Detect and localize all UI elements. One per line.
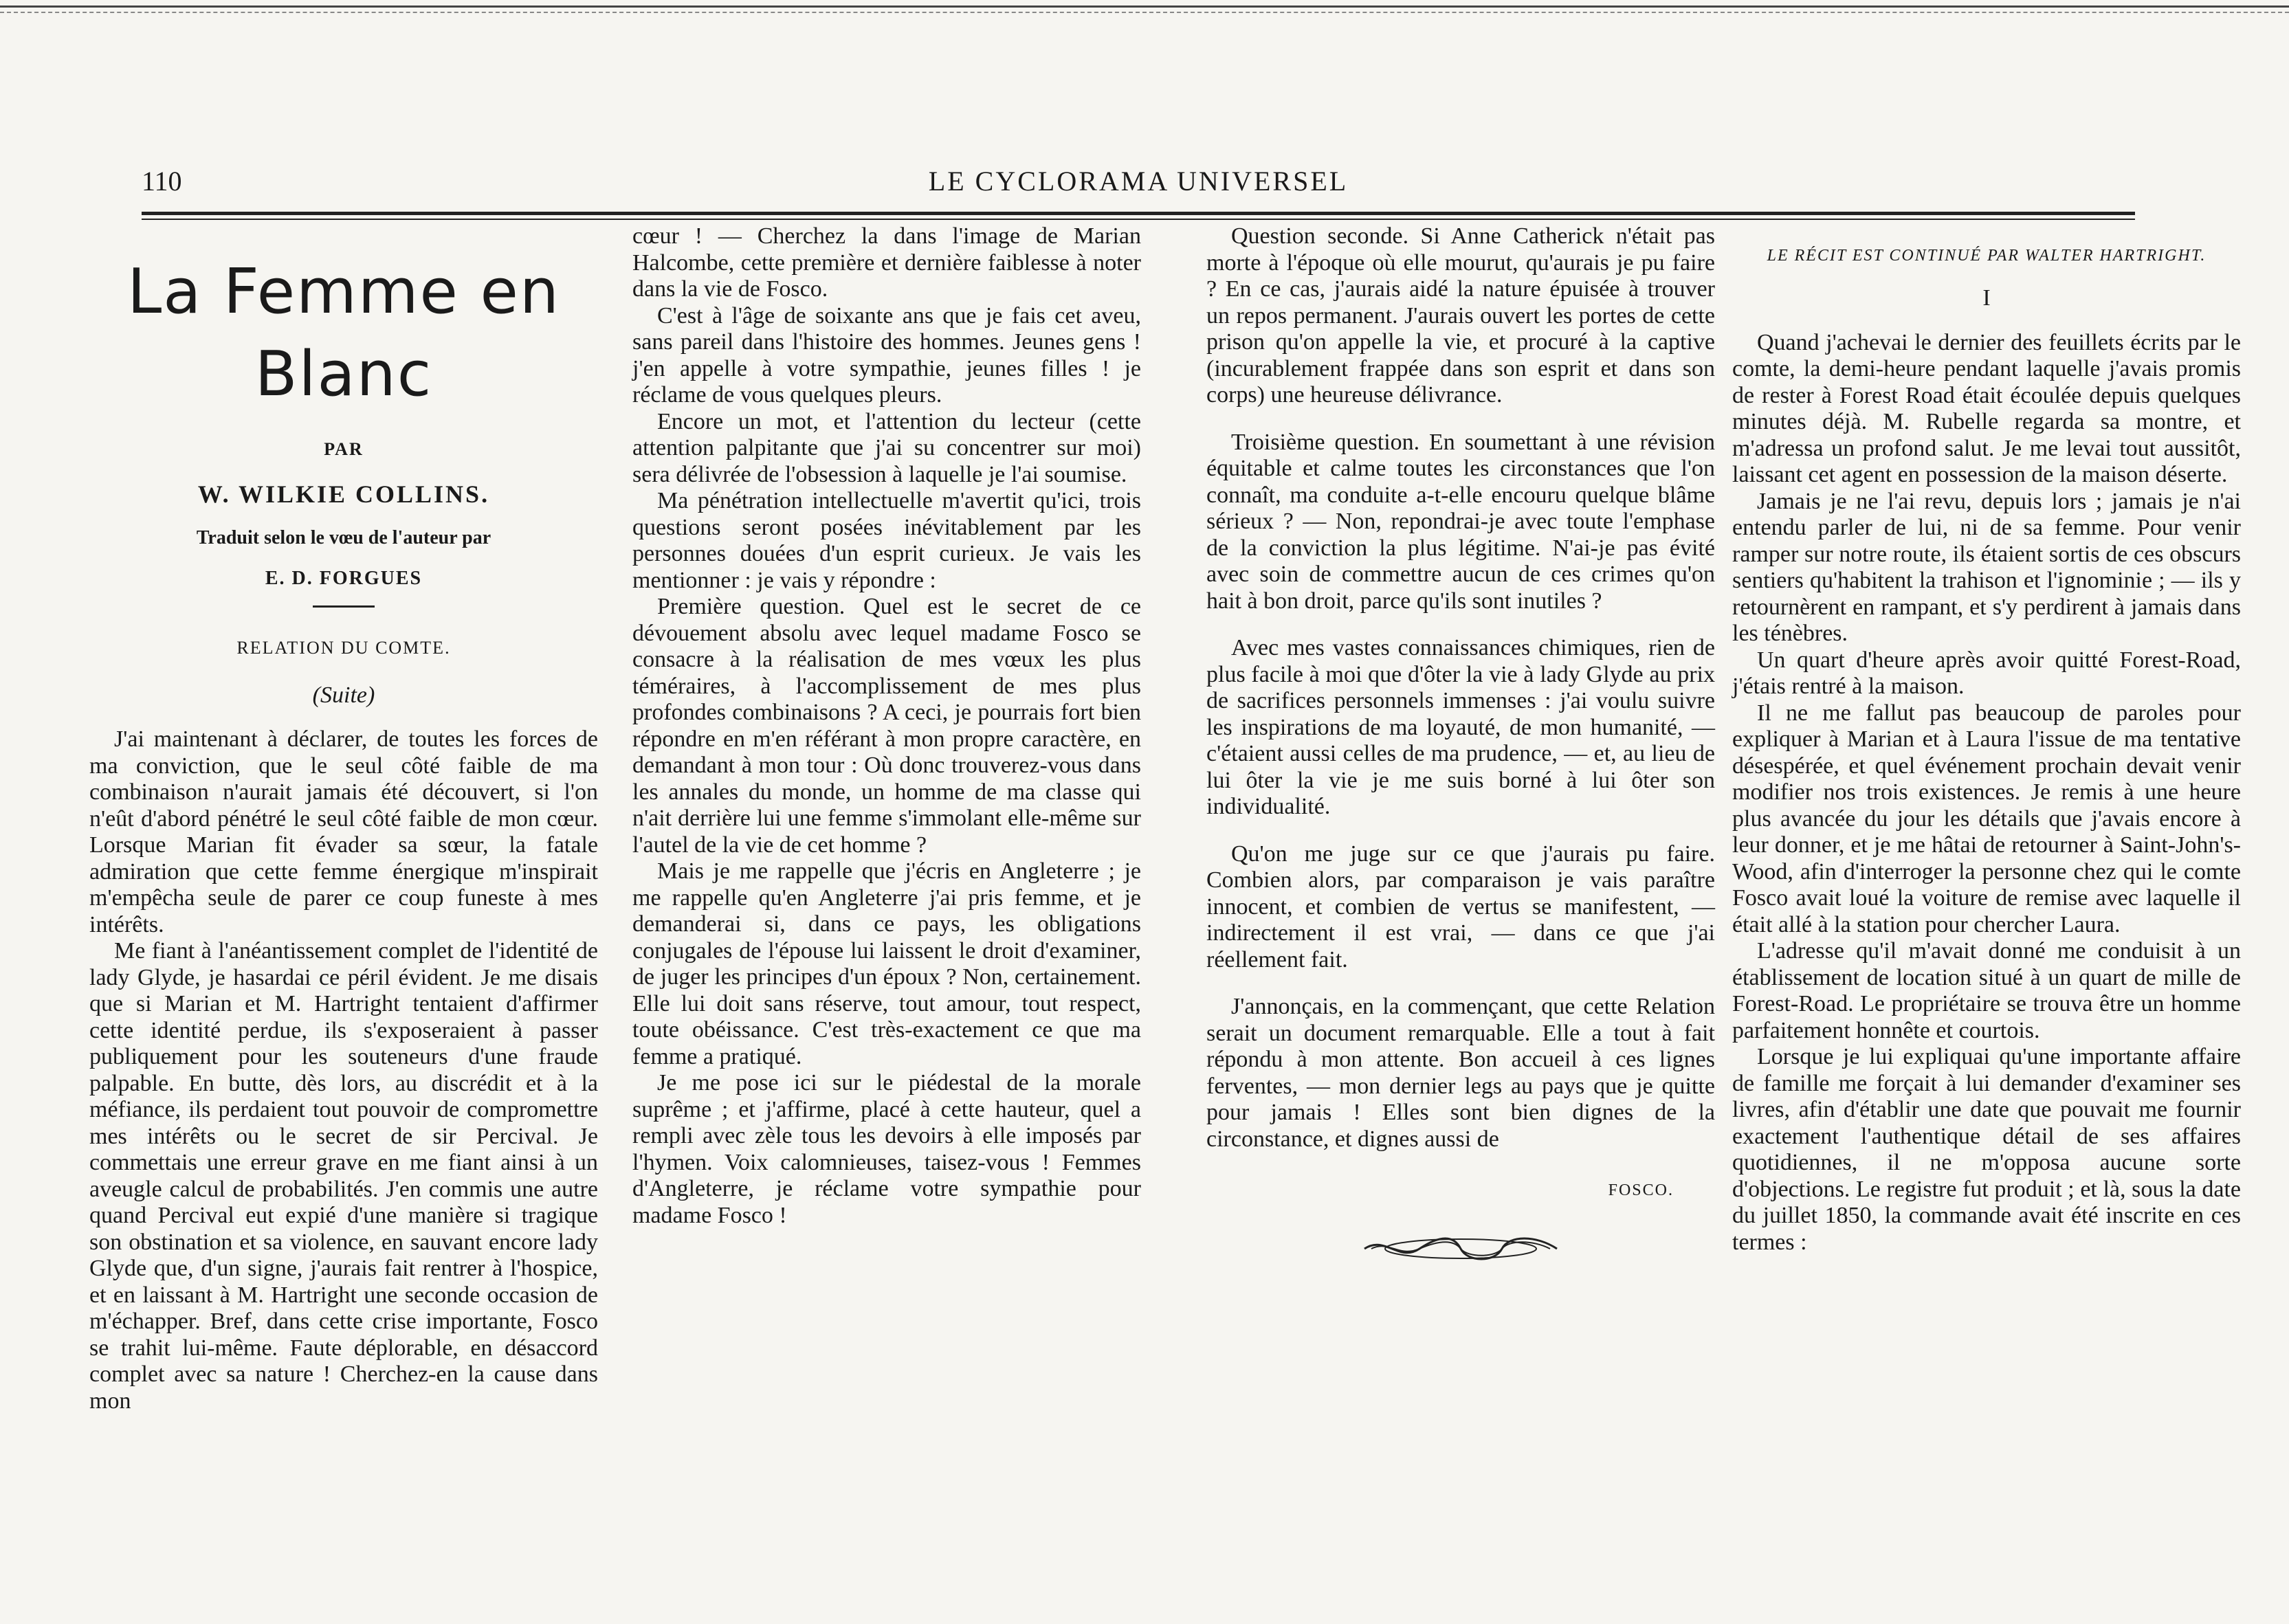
column-1 xyxy=(89,223,598,1414)
paragraph: Me fiant à l'anéantissement complet de l'identité de lady Glyde, je hasardai ce péril évident. Je me disais que si Marian et M. Hartright tentaient d'affirmer cette identité perdue, ils s'exposeraient à passer publiquement pour les souteneurs d'une fraude palpable. En butte, dès lors, au discrédit et à la méfiance, ils perdaient tout pouvoir de compromettre mes intérêts ou le secret de sir Percival. Je commettais une erreur grave en me fiant ainsi à un aveugle calcul de probabilités. J'en commis une autre quand Percival eut expié d'une manière si tragique son obstination et sa violence, en sauvant encore lady Glyde que, d'un signe, j'aurais fait rentrer à l'hospice, et en laissant à M. Hartright une seconde occasion de m'échapper. Bref, dans cette crise importante, Fosco se trahit lui-même. Faute déplorable, en désaccord complet avec sa nature ! Cherchez-en la cause dans mon xyxy=(89,938,598,1414)
chapter-subheading: LE RÉCIT EST CONTINUÉ PAR WALTER HARTRIGHT. xyxy=(1767,247,2207,265)
byline-par: PAR xyxy=(324,439,364,459)
story-title: La Femme en Blanc xyxy=(127,256,560,410)
paragraph: Jamais je ne l'ai revu, depuis lors ; jamais je n'ai entendu parler de lui, ni de sa femme. Pour venir ramper sur notre route, ils étaient sortis de ces obscurs sentiers qu'habitent la trahison et l'ignominie ; — ils y retournèrent en rampant, et s'y perdirent à jamais dans les ténèbres. xyxy=(1732,488,2241,646)
translator-name: E. D. FORGUES xyxy=(265,567,423,589)
paragraph: Question seconde. Si Anne Catherick n'était pas morte à l'époque où elle mourut, qu'aurais je pu faire ? En ce cas, j'aurais aidé la nature épuisée à trouver un repos permanent. J'aurais ouvert les portes de cette prison qu'on appelle la vie, et procuré à la captive (incurablement frappée dans son esprit et dans son corps) une heureuse délivrance. xyxy=(1206,223,1715,408)
paragraph: Qu'on me juge sur ce que j'aurais pu faire. Combien alors, par comparaison je vais paraître innocent, et combien de vertus se manifestent, — indirectement il est vrai, — dans ce que j'ai réellement fait. xyxy=(1206,841,1715,972)
ornament-divider xyxy=(1358,1232,1564,1266)
section-title: RELATION DU COMTE. xyxy=(236,638,451,658)
column-4 xyxy=(1732,223,2241,1256)
paragraph: Première question. Quel est le secret de ce dévouement absolu avec lequel madame Fosco se consacre à la réalisation de mes vœux les plus téméraires, à l'accomplissement de mes plus profondes combinaisons ? A ceci, je pourrais fort bien répondre en m'en référant à mon propre caractère, en demandant à mon tour : Où donc trouverez-vous dans les annales du monde, un homme de ma classe qui n'ait derrière lui une femme s'immolant elle-même sur l'autel de la vie de cet homme ? xyxy=(632,594,1141,858)
column-3 xyxy=(1206,223,1715,1266)
continuation-note: (Suite) xyxy=(312,682,375,708)
paragraph: Lorsque je lui expliquai qu'une importante affaire de famille me forçait à lui demander d'examiner ses livres, afin d'établir une date que pouvait me fournir exactement l'authentique détail de ses affaires quotidiennes, il ne m'opposa aucune sorte d'objections. Le registre fut produit ; et là, sous la date du juillet 1850, la commande avait été inscrite en ces termes : xyxy=(1732,1044,2241,1255)
paragraph: cœur ! — Cherchez la dans l'image de Marian Halcombe, cette première et dernière faiblesse à noter dans la vie de Fosco. xyxy=(632,223,1141,302)
journal-title: LE CYCLORAMA UNIVERSEL xyxy=(928,166,1349,197)
page-header xyxy=(142,165,2135,206)
paragraph: Quand j'achevai le dernier des feuillets écrits par le comte, la demi-heure pendant laquelle j'avais promis de rester à Forest Road était écoulée depuis quelques minutes déjà. M. Rubelle regarda sa montre, et m'adressa un profond salut. Je me levai tout aussitôt, laissant cet agent en possession de la maison déserte. xyxy=(1732,329,2241,487)
signature: FOSCO. xyxy=(1608,1181,1674,1199)
paragraph: Encore un mot, et l'attention du lecteur (cette attention palpitante que j'ai su concentrer sur moi) sera délivrée de l'obsession à laquelle je l'ai soumise. xyxy=(632,408,1141,487)
paragraph: L'adresse qu'il m'avait donné me conduisit à un établissement de location situé à un quart de mille de Forest-Road. Le propriétaire se trouva être un homme parfaitement honnête et courtois. xyxy=(1732,938,2241,1043)
page-number: 110 xyxy=(142,166,182,197)
paragraph: Je me pose ici sur le piédestal de la morale suprême ; et j'affirme, placé à cette hauteur, quel a rempli avec zèle tous les devoirs à elle imposés par l'hymen. Voix calomnieuses, taisez-vous ! Femmes d'Angleterre, je réclame votre sympathie pour madame Fosco ! xyxy=(632,1070,1141,1228)
section-divider xyxy=(313,605,375,608)
chapter-number: I xyxy=(1982,285,1991,311)
header-rule-thin xyxy=(142,219,2135,220)
paragraph: J'ai maintenant à déclarer, de toutes les forces de ma conviction, que le seul côté faible de ma combinaison n'aurait jamais été découvert, si l'on n'eût d'abord pénétré le seul côté faible de mon cœur. Lorsque Marian fit évader sa sœur, la fatale admiration que cette femme énergique m'inspirait m'empêcha seule de parer ce coup funeste à mes intérêts. xyxy=(89,726,598,937)
paragraph: Avec mes vastes connaissances chimiques, rien de plus facile à moi que d'ôter la vie à lady Glyde au prix de sacrifices personnels immenses : j'ai voulu suivre les inspirations de ma loyauté, de mon humanité, — c'étaient aussi celles de ma prudence, — et, au lieu de lui ôter la vie je me suis borné à lui ôter son individualité. xyxy=(1206,635,1715,819)
top-border xyxy=(0,5,2289,13)
column-2 xyxy=(632,223,1141,1229)
paragraph: Mais je me rappelle que j'écris en Angleterre ; je me rappelle qu'en Angleterre j'ai pris femme, et je demanderai si, dans ce pays, les obligations conjugales de l'épouse lui laissent le droit d'examiner, de juger les principes d'un époux ? Non, certainement. Elle lui doit sans réserve, tout amour, tout respect, toute obéissance. C'est très-exactement ce que ma femme a pratiqué. xyxy=(632,858,1141,1069)
header-rule xyxy=(142,212,2135,215)
paragraph: C'est à l'âge de soixante ans que je fais cet aveu, sans pareil dans l'histoire des hommes. Jeunes gens ! j'en appelle à votre sympathie, jeunes filles ! je réclame de vous quelques pleurs. xyxy=(632,302,1141,408)
paragraph: Un quart d'heure après avoir quitté Forest-Road, j'étais rentré à la maison. xyxy=(1732,647,2241,699)
translation-note: Traduit selon le vœu de l'auteur par xyxy=(196,527,491,548)
paragraph: Ma pénétration intellectuelle m'avertit qu'ici, trois questions seront posées inévitablement par les personnes douées d'un esprit curieux. Je vais les mentionner : je vais y répondre : xyxy=(632,488,1141,593)
paragraph: Troisième question. En soumettant à une révision équitable et calme toutes les circonstances que l'on connaît, ma conduite a-t-elle encouru quelque blâme sérieux ? — Non, repondrai-je avec toute l'emphase de la conviction la plus légitime. N'ai-je pas évité avec soin de commettre aucun de ces crimes qu'on hait à bon droit, parce qu'ils sont inutiles ? xyxy=(1206,429,1715,614)
paragraph: Il ne me fallut pas beaucoup de paroles pour expliquer à Marian et à Laura l'issue de ma tentative désespérée, et quel événement prochain devait venir modifier nos trois existences. Je remis à une heure plus avancée du jour les détails que j'avais encore à leur donner, et je me hâtai de retourner à Saint-John's-Wood, afin d'interroger la personne chez qui le comte Fosco avait loué la voiture de remise avec laquelle il était allé à la station pour chercher Laura. xyxy=(1732,700,2241,937)
author-name: W. WILKIE COLLINS. xyxy=(197,480,490,508)
paragraph: J'annonçais, en la commençant, que cette Relation serait un document remarquable. Elle a tout à fait répondu à mon attente. Bon accueil à ces lignes ferventes, — mon dernier legs au pays que je quitte pour jamais ! Elles sont bien dignes de la circonstance, et dignes aussi de xyxy=(1206,994,1715,1152)
